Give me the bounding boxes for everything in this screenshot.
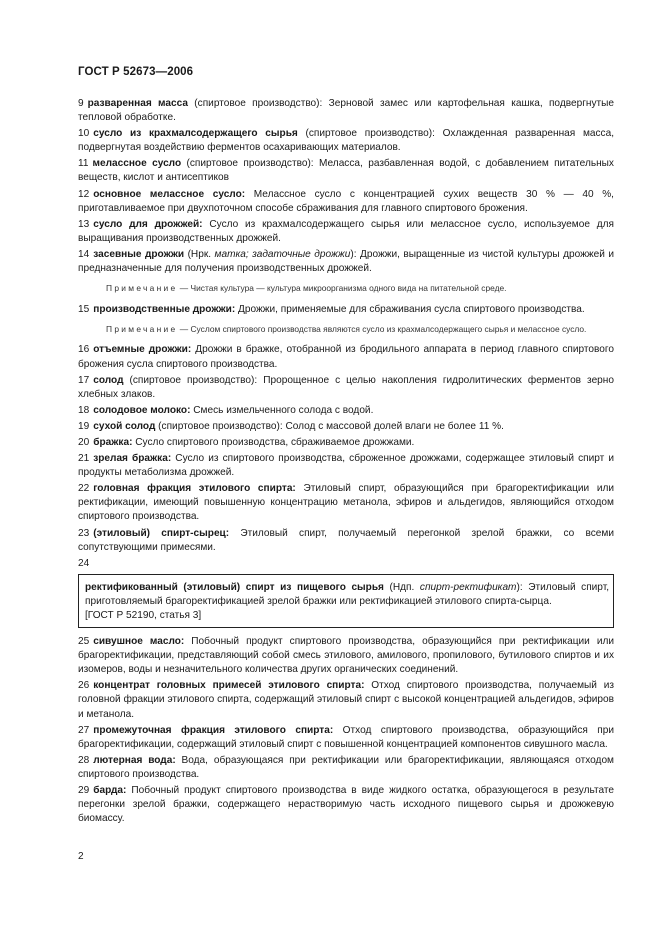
term-name: концентрат головных примесей этилового спирта:: [93, 680, 365, 692]
term-name: головная фракция этилового спирта:: [93, 483, 296, 495]
term-entry-20: [78, 436, 614, 450]
term-entry-26: [78, 679, 614, 721]
term-entry-16: [78, 343, 614, 371]
term-list-b: [78, 343, 614, 554]
note-text: — Суслом спиртового производства являются сусло из крахмалсодержащего сырья и мелассное сусло.: [177, 323, 587, 334]
term-entry-19: [78, 420, 614, 434]
term-name: сивушное масло:: [93, 636, 185, 648]
term-number: 10: [78, 128, 90, 140]
term-alternatives: спирт-ректификат: [419, 581, 517, 593]
document-content: [78, 97, 614, 828]
term-definition: (спиртовое производство): Меласса, разбавленная водой, с добавлением питательных веществ, кислот и антисептиков: [78, 158, 614, 184]
term-entry-29: [78, 784, 614, 826]
term-definition: Вода, образующаяся при ректификации или брагоректификации, являющаяся отходом спиртового производства.: [78, 754, 614, 780]
note-label: Примечание: [106, 323, 178, 334]
term-number: 20: [78, 436, 90, 448]
page-number: 2: [78, 851, 84, 862]
term-name: (этиловый) спирт-сырец:: [93, 527, 230, 539]
boxed-term-entry-24: [78, 574, 614, 628]
term-definition: ): Дрожжи, выращенные из чистой культуры дрожжей и предназначенные для получения производственных дрожжей.: [78, 248, 615, 275]
note-text: — Чистая культура — культура микроорганизма одного вида на питательной среде.: [177, 283, 507, 294]
term-definition: (спиртовое производство): Охлажденная разваренная масса, подвергнутая воздействию ферментов осахаривающих материалов.: [78, 128, 615, 154]
term-list-c: [78, 635, 614, 826]
term-number: 22: [78, 483, 90, 495]
source-reference: [ГОСТ Р 52190, статья 3]: [85, 610, 202, 621]
term-name: бражка:: [93, 436, 133, 448]
term-entry-13: [78, 218, 614, 246]
term-definition: Сусло из спиртового производства, сброженное дрожжами, содержащее этиловый спирт и продукты метаболизма дрожжей.: [78, 453, 614, 479]
term-name: солод: [93, 374, 124, 386]
term-number: 26: [78, 680, 90, 692]
term-alternatives: матка; задаточные дрожжи: [214, 248, 351, 260]
term-list-a: [78, 97, 614, 246]
term-number: 25: [78, 636, 90, 648]
term-pre: (Ндп.: [383, 581, 420, 593]
term-number: 19: [78, 420, 90, 432]
term-definition: Сусло спиртового производства, сбраживаемое дрожжами.: [132, 436, 415, 448]
term-definition: (спиртовое производство): Зерновой замес или картофельная кашка, подвергнутые тепловой обработке.: [78, 98, 614, 124]
term-number: 16: [78, 344, 90, 356]
term-definition: (спиртовое производство): Солод с массовой долей влаги не более 11 %.: [155, 420, 504, 432]
term-name: промежуточная фракция этилового спирта:: [93, 724, 334, 736]
term-number: 14: [78, 248, 90, 260]
term-definition: Побочный продукт спиртового производства в виде жидкого остатка, образующегося в результате перегонки зрелой бражки, содержащего нерастворимую часть исходного пищевого сырья и дрожжевую биомассу.: [78, 785, 614, 825]
term-number: 21: [78, 453, 90, 465]
term-name: засевные дрожжи: [93, 248, 185, 260]
term-number: 12: [78, 188, 90, 200]
term-definition: Сусло из крахмалсодержащего сырья или мелассное сусло, используемое для выращивания производственных дрожжей.: [78, 218, 614, 244]
term-name: ректификованный (этиловый) спирт из пищевого сырья: [85, 581, 384, 593]
term-definition: Этиловый спирт, получаемый перегонкой зрелой бражки, со всеми сопутствующими примесями.: [78, 527, 614, 553]
term-entry-25: [78, 635, 614, 677]
term-pre: (Нрк.: [184, 248, 215, 260]
term-definition: Отход спиртового производства, получаемый из головной фракции этилового спирта, содержащий этиловый спирт с высокой концентрацией альдегидов, эфиров и метанола.: [78, 680, 614, 720]
term-number: 27: [78, 724, 90, 736]
term-name: лютерная вода:: [93, 754, 176, 766]
term-number: 18: [78, 404, 90, 416]
term-definition: Этиловый спирт, образующийся при брагоректификации или ректификации, имеющий повышенную концентрацию метанола, эфиров и альдегидов, являющийся отходом спиртового производства.: [78, 483, 614, 523]
term-definition: Отход спиртового производства, образующийся при брагоректификации, содержащий этиловый спирт с повышенной концентрацией компонентов сивушного масла.: [78, 724, 614, 750]
term-entry-28: [78, 754, 614, 782]
note-2: [78, 323, 614, 336]
term-entry-12: [78, 188, 614, 216]
term-entry-15: [78, 303, 614, 317]
page-header-title: ГОСТ Р 52673—2006: [78, 66, 194, 78]
term-entry-18: [78, 404, 614, 418]
term-name: сусло из крахмалсодержащего сырья: [93, 128, 298, 140]
term-entry-21: [78, 452, 614, 480]
term-name: основное мелассное сусло:: [93, 188, 246, 200]
term-definition: Смесь измельченного солода с водой.: [190, 404, 374, 416]
note-1: [78, 282, 614, 295]
term-number: 23: [78, 527, 90, 539]
term-entry-9: [78, 97, 614, 125]
term-name: сусло для дрожжей:: [93, 218, 203, 230]
term-number: 9: [78, 98, 84, 109]
term-entry-27: [78, 724, 614, 752]
term-number: 17: [78, 374, 90, 386]
term-definition: Побочный продукт спиртового производства, образующийся при ректификации или брагоректификации, представляющий собой смесь этилового, амилового, пропилового, бутилового спиртов и их изомеров, воды и незначительного количества других органических соединений.: [78, 636, 614, 676]
term-number: 28: [78, 754, 90, 766]
term-entry-23: [78, 527, 614, 555]
term-entry-14: [78, 248, 614, 276]
term-number: 15: [78, 303, 90, 315]
term-name: производственные дрожжи:: [93, 303, 236, 315]
term-number: 11: [78, 158, 89, 170]
term-entry-17: [78, 374, 614, 402]
term-name: барда:: [93, 785, 127, 797]
term-name: солодовое молоко:: [93, 404, 191, 416]
term-number: 29: [78, 785, 90, 797]
term-definition: Дрожжи, применяемые для сбраживания сусла спиртового производства.: [235, 303, 585, 315]
term-entry-10: [78, 127, 614, 155]
term-definition: Мелассное сусло с концентрацией сухих веществ 30 % — 40 %, приготавливаемое при двухпоточном способе сбраживания для главного спиртового брожения.: [78, 188, 614, 214]
boxed-term-definition: [85, 581, 609, 609]
term-definition: ): Этиловый спирт, приготовляемый брагоректификацией зрелой бражки или ректификацией этилового спирта-сырца.: [85, 581, 610, 607]
term-entry-11: [78, 157, 614, 185]
note-label: Примечание: [106, 283, 178, 294]
term-number: 13: [78, 218, 90, 230]
term-name: мелассное сусло: [92, 158, 182, 170]
term-number-24: 24: [78, 557, 90, 569]
term-name: зрелая бражка:: [93, 453, 172, 465]
term-name: отъемные дрожжи:: [93, 344, 192, 356]
term-name: разваренная масса: [87, 98, 188, 109]
term-entry-22: [78, 482, 614, 524]
term-name: сухой солод: [93, 420, 156, 432]
term-definition: Дрожжи в бражке, отобранной из бродильного аппарата в период главного спиртового брожения сусла спиртового производства.: [78, 344, 614, 370]
term-definition: (спиртовое производство): Пророщенное с целью накопления гидролитических ферментов зерно хлебных злаков.: [78, 374, 614, 400]
